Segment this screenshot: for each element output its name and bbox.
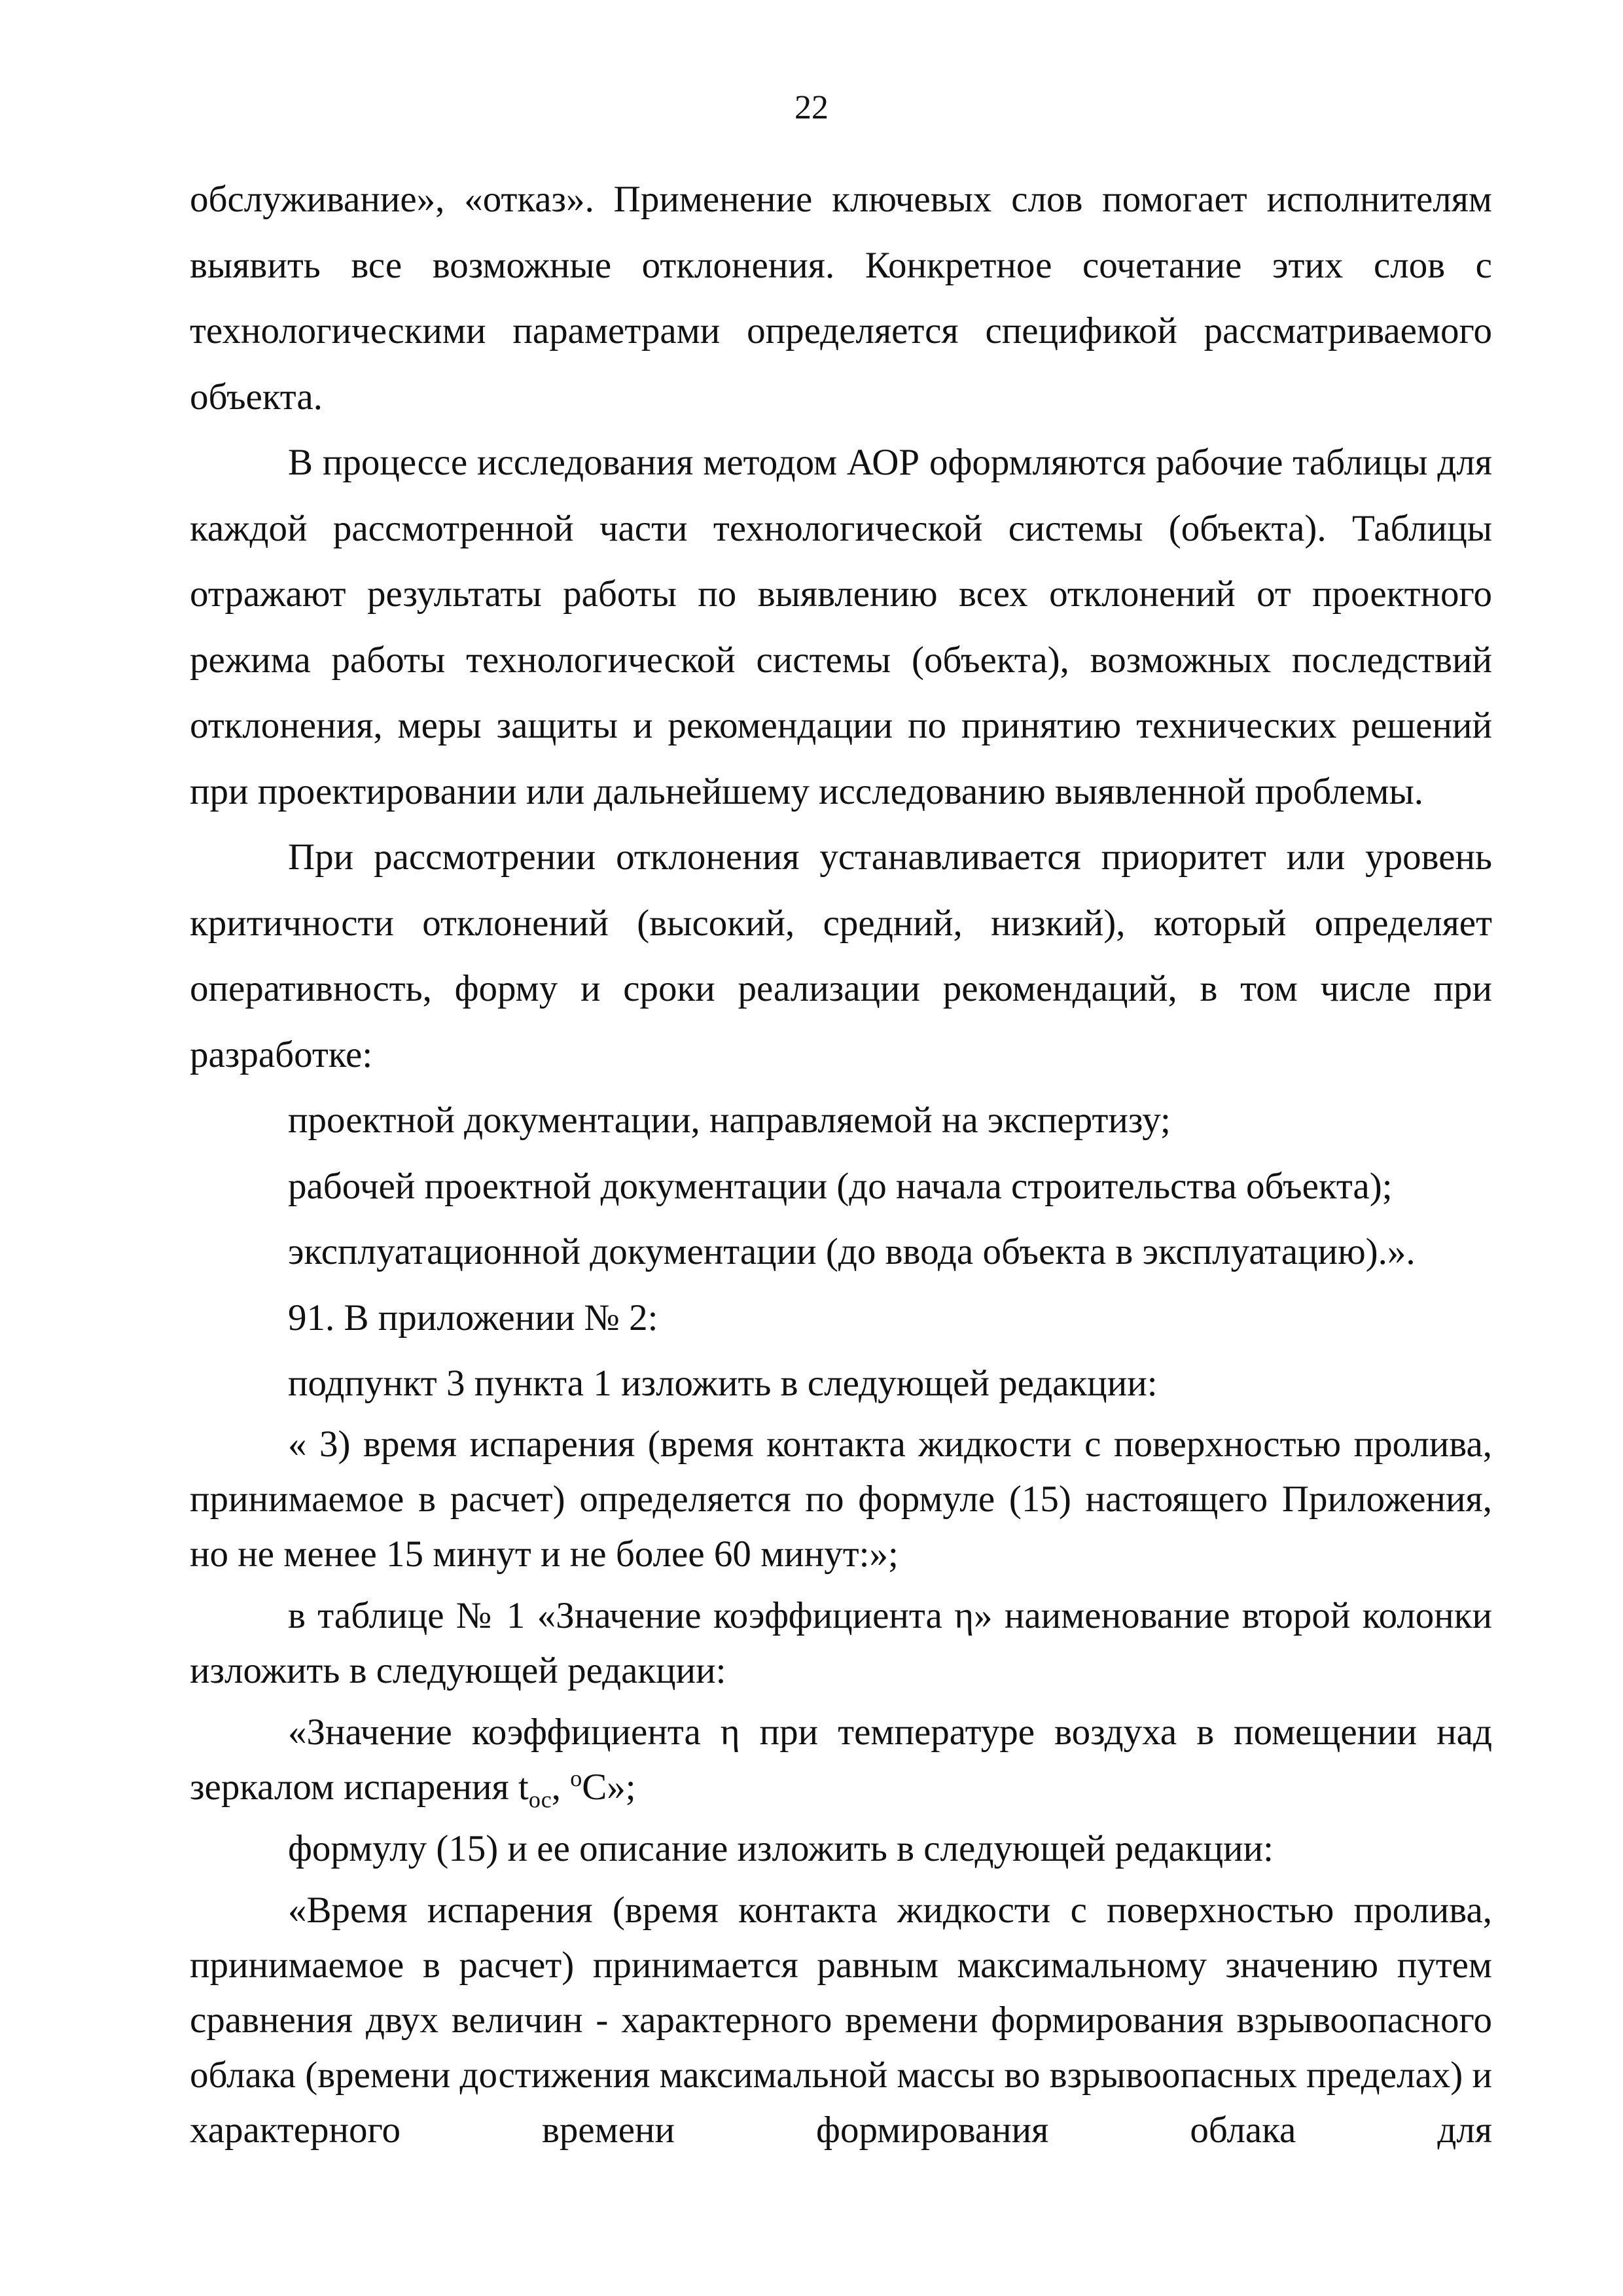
- paragraph-worksheets: В процессе исследования методом АОР оформляются рабочие таблицы для каждой рассмотренной части технологической системы (объекта). Таблицы отражают результаты работы по выявлению всех отклонений от проектного режима работы технологической системы (объекта), возможных последствий отклонения, меры защиты и рекомендации по принятию технических решений при проектировании или дальнейшему исследованию выявленной проблемы.: [190, 442, 1492, 812]
- list-item-operational-docs: эксплуатационной документации (до ввода объекта в эксплуатацию).».: [288, 1231, 1416, 1272]
- column-title-tail: С»;: [582, 1766, 636, 1808]
- column-title-text: «Значение коэффициента η при температуре воздуха в помещении над зеркалом испарения t: [190, 1711, 1492, 1808]
- document-body: [190, 167, 1492, 2158]
- page-number: 22: [794, 89, 829, 126]
- paragraph-appendix-2: 91. В приложении № 2:: [288, 1297, 658, 1338]
- list-item-working-docs: рабочей проектной документации (до начала строительства объекта);: [288, 1165, 1393, 1207]
- paragraph-formula-15: формулу (15) и ее описание изложить в следующей редакции:: [288, 1827, 1274, 1869]
- paragraph-table-1: в таблице № 1 «Значение коэффициента η» наименование второй колонки изложить в следующей редакции:: [190, 1594, 1492, 1691]
- list-item-project-docs: проектной документации, направляемой на экспертизу;: [288, 1100, 1171, 1141]
- paragraph-keywords: обслуживание», «отказ». Применение ключевых слов помогает исполнителям выявить все возможные отклонения. Конкретное сочетание этих слов с технологическими параметрами определяется спецификой рассматриваемого объекта.: [190, 179, 1492, 418]
- paragraph-priority: При рассмотрении отклонения устанавливается приоритет или уровень критичности отклонений (высокий, средний, низкий), который определяет оперативность, форму и сроки реализации рекомендаций, в том числе при разработке:: [190, 836, 1492, 1075]
- subscript-oc: ос: [528, 1785, 552, 1812]
- paragraph-subclause-3: подпункт 3 пункта 1 изложить в следующей редакции:: [288, 1363, 1158, 1404]
- paragraph-column-title: [190, 1705, 1492, 1815]
- paragraph-evaporation-time-quote: « 3) время испарения (время контакта жидкости с поверхностью пролива, принимаемое в расчет) определяется по формуле (15) настоящего Приложения, но не менее 15 минут и не более 60 минут:»;: [190, 1423, 1492, 1575]
- degree-superscript: о: [570, 1765, 582, 1791]
- column-title-comma: ,: [551, 1766, 571, 1808]
- paragraph-evaporation-definition: «Время испарения (время контакта жидкости с поверхностью пролива, принимаемое в расчет) принимается равным максимальному значению путем сравнения двух величин - характерного времени формирования взрывоопасного облака (времени достижения максимальной массы во взрывоопасных пределах) и характерного времени формирования облака для: [190, 1889, 1492, 2151]
